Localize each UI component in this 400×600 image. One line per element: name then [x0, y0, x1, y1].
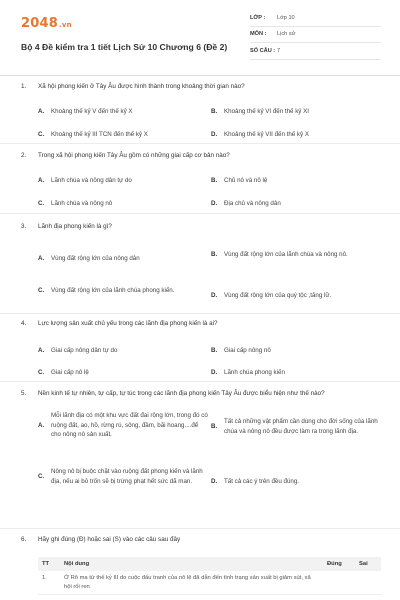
column-header: TT [38, 557, 60, 571]
question-divider [0, 213, 400, 214]
meta-row-count [250, 43, 381, 60]
question-5 [21, 389, 381, 529]
question-6 [21, 535, 381, 545]
option-c[interactable] [38, 368, 89, 378]
option-text: Vùng đất rộng lớn của lãnh chúa và nông nô. [224, 251, 348, 258]
option-letter: D. [211, 478, 218, 485]
option-text: Vùng đất rộng lớn của lãnh chúa phong kiến. [51, 287, 175, 294]
option-letter: B. [211, 108, 218, 115]
logo-text: 2048 [21, 16, 58, 31]
question-divider [0, 313, 400, 314]
option-text: Chủ nô và nô lệ [224, 177, 268, 184]
meta-row-class [250, 10, 381, 27]
option-letter: A. [38, 347, 45, 354]
option-text: Lãnh chúa và nông nô [51, 200, 113, 207]
question-number: 1. [21, 83, 27, 90]
meta-info [250, 10, 381, 60]
question-1 [21, 82, 381, 138]
header-divider [0, 75, 400, 76]
option-text: Mỗi lãnh địa có một khu vực đất đai rộng lớn, trong đó có ruộng đất, ao, hồ, rừng rú, sông, đầm, bãi hoang....để cho nông nô sản xuất. [51, 412, 208, 438]
option-a[interactable] [38, 254, 203, 264]
page-title: Bộ 4 Đề kiểm tra 1 tiết Lịch Sử 10 Chương 6 (Đề 2) [21, 42, 228, 52]
option-text: Lãnh chúa phong kiến [224, 369, 285, 376]
option-letter: C. [38, 472, 45, 480]
option-letter: C. [38, 131, 45, 138]
question-text: Trong xã hội phong kiến Tây Âu gồm có những giai cấp cơ bản nào? [38, 152, 230, 159]
option-b[interactable] [211, 176, 267, 186]
option-letter: B. [211, 177, 218, 184]
meta-value: 7 [277, 47, 281, 54]
question-4 [21, 319, 381, 375]
option-a[interactable] [38, 411, 208, 440]
option-letter: D. [211, 131, 218, 138]
option-b[interactable] [211, 417, 381, 436]
document-header [21, 10, 381, 65]
meta-row-subject [250, 27, 381, 44]
question-number: 6. [21, 536, 27, 543]
meta-value: Lịch sử [277, 31, 296, 38]
question-divider [0, 143, 400, 144]
option-c[interactable] [38, 467, 210, 486]
option-text: Địa chủ và nông dân [224, 200, 281, 207]
option-b[interactable] [211, 250, 376, 260]
option-d[interactable] [211, 477, 381, 487]
option-letter: A. [38, 108, 45, 115]
question-text: Lực lượng sản xuất chủ yếu trong các lãnh địa phong kiến là ai? [38, 320, 218, 327]
option-d[interactable] [211, 130, 309, 140]
false-checkbox-cell[interactable] [355, 571, 381, 595]
option-letter: D. [211, 292, 218, 299]
option-letter: C. [38, 369, 45, 376]
logo-suffix: .vn [58, 21, 72, 29]
option-letter: A. [38, 255, 45, 262]
option-a[interactable] [38, 107, 133, 117]
option-text: Giai cấp nô lệ [51, 369, 89, 376]
meta-label: SỐ CÂU : [250, 47, 276, 54]
option-letter: B. [211, 347, 218, 354]
column-header: Sai [355, 557, 381, 571]
option-letter: A. [38, 177, 45, 184]
option-letter: D. [211, 200, 218, 207]
question-number: 5. [21, 390, 27, 397]
option-d[interactable] [211, 368, 285, 378]
column-header: Đúng [323, 557, 355, 571]
option-text: Khoảng thế kỷ VI đến thế kỷ XI [224, 108, 309, 115]
option-letter: D. [211, 369, 218, 376]
question-2 [21, 151, 381, 207]
question-number: 4. [21, 320, 27, 327]
option-c[interactable] [38, 199, 112, 209]
question-3 [21, 222, 381, 314]
question-divider [0, 381, 400, 382]
option-letter: B. [211, 251, 218, 258]
true-false-table [38, 557, 381, 595]
option-letter: C. [38, 200, 45, 207]
table-cell: 1. [38, 571, 60, 595]
question-text: Hãy ghi đúng (Đ) hoặc sai (S) vào các câu sau đây [38, 536, 181, 543]
option-text: Khoảng thế kỷ III TCN đến thế kỷ X [51, 131, 148, 138]
option-letter: B. [211, 422, 218, 430]
option-letter: C. [38, 287, 45, 294]
option-text: Tất cả các ý trên đều đúng. [224, 478, 299, 485]
question-text: Nền kinh tế tự nhiên, tự cấp, tự túc trong các lãnh địa phong kiến Tây Âu được biểu hiện như thế nào? [38, 390, 325, 397]
question-number: 2. [21, 152, 27, 159]
column-header: Nội dung [60, 557, 323, 571]
table-header-row [38, 557, 381, 571]
meta-label: LỚP : [250, 14, 266, 21]
option-text: Tất cả những vật phẩm cần dùng cho đời sống của lãnh chúa và nông nô đều được làm ra trong lãnh địa. [224, 418, 378, 435]
option-text: Giai cấp nông dân tự do [51, 347, 118, 354]
option-text: Khoảng thế kỷ VII đến thế kỷ X [224, 131, 309, 138]
question-divider [0, 528, 400, 529]
option-letter: A. [38, 421, 45, 429]
true-checkbox-cell[interactable] [323, 571, 355, 595]
option-d[interactable] [211, 199, 281, 209]
option-b[interactable] [211, 107, 309, 117]
option-b[interactable] [211, 346, 271, 356]
option-c[interactable] [38, 130, 148, 140]
question-number: 3. [21, 223, 27, 230]
option-a[interactable] [38, 176, 132, 186]
meta-label: MÔN : [250, 31, 267, 38]
option-text: Giai cấp nông nô [224, 347, 271, 354]
option-text: Lãnh chúa và nông dân tự do [51, 177, 132, 184]
option-text: Khoảng thế kỷ V đến thế kỷ X [51, 108, 133, 115]
option-a[interactable] [38, 346, 117, 356]
meta-value: Lớp 10 [277, 14, 295, 21]
option-text: Nông nô bị buộc chặt vào ruộng đất phong kiến và lãnh địa, nếu ai bỏ trốn sẽ bị trừng phạt hết sức dã man. [51, 468, 203, 485]
option-d[interactable] [211, 291, 381, 301]
question-text: Xã hội phong kiến ở Tây Âu được hình thành trong khoảng thời gian nào? [38, 83, 245, 90]
option-c[interactable] [38, 286, 203, 296]
site-logo[interactable] [21, 16, 72, 31]
table-cell: Ở Rô ma từ thế kỷ III do cuộc đấu tranh của nô lệ đã dẫn đến tình trạng sản xuất bị giảm sút, xã hội rối ren [60, 571, 323, 595]
question-text: Lãnh địa phong kiến là gì? [38, 223, 112, 230]
option-text: Vùng đất rộng lớn của nông dân [51, 255, 140, 262]
table-row [38, 571, 381, 595]
option-text: Vùng đất rộng lớn của quý tộc ,tăng lữ. [224, 292, 332, 299]
